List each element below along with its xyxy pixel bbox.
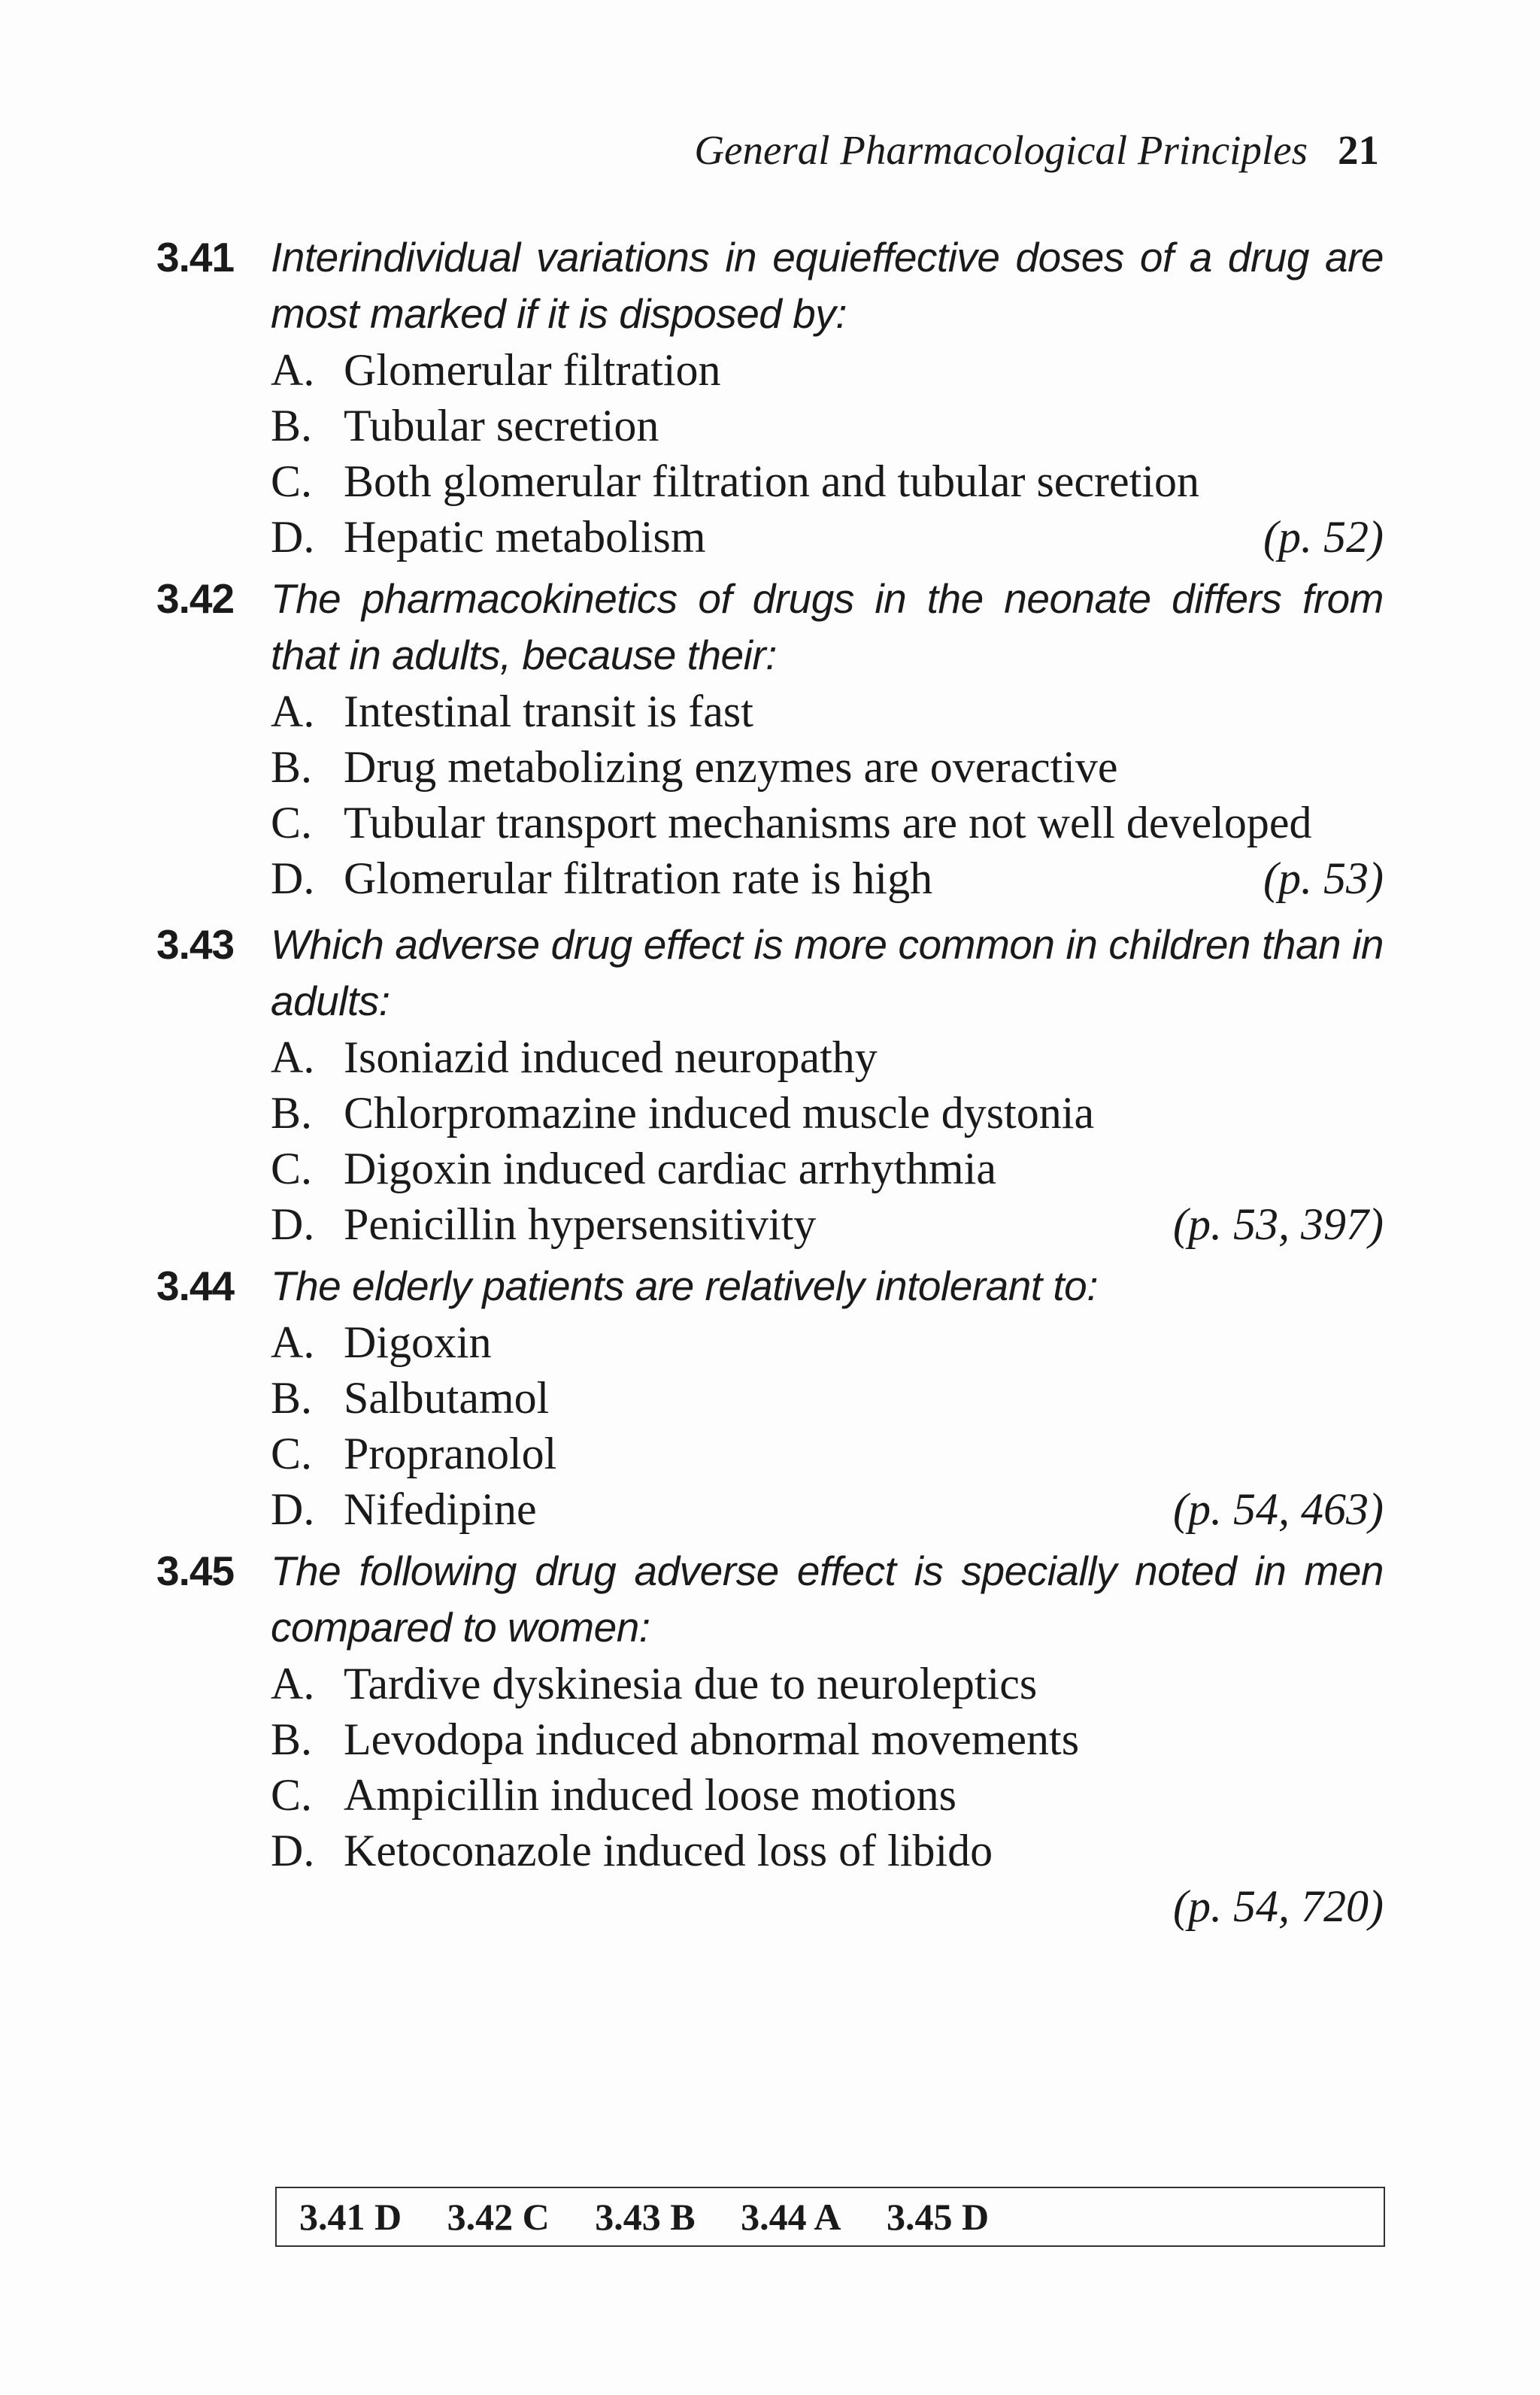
option-text: Both glomerular filtration and tubular secretion [344,456,1200,506]
question-3-44 [156,1258,1384,1537]
option-letter: C. [271,1144,313,1193]
option-letter: B. [271,742,313,792]
option-text: Drug metabolizing enzymes are overactive [344,742,1118,792]
option-text: Levodopa induced abnormal movements [344,1714,1080,1764]
option-text: Intestinal transit is fast [344,687,753,736]
option-text: Tubular secretion [344,401,659,450]
option-text: Isoniazid induced neuropathy [344,1032,878,1082]
option-letter: A. [271,687,315,736]
option-a [271,1029,1384,1085]
option-text: Chlorpromazine induced muscle dystonia [344,1088,1095,1138]
option-letter: D. [271,1484,315,1534]
option-text: Hepatic metabolism [344,512,706,562]
option-letter: A. [271,1659,315,1708]
option-text: Ketoconazole induced loss of libido [344,1826,993,1875]
option-b [271,739,1384,795]
page-reference: (p. 54, 463) [1173,1484,1384,1534]
page-reference: (p. 54, 720) [1173,1881,1384,1931]
question-number: 3.44 [156,1263,235,1309]
running-title: General Pharmacological Principles [694,127,1308,173]
option-d [271,1823,1384,1878]
option-text: Digoxin [344,1317,492,1367]
page-header [0,126,1379,174]
page-reference: (p. 53) [1263,853,1384,903]
option-c [271,795,1384,850]
question-stem: The following drug adverse effect is specially noted in men compared to women: [271,1548,1384,1651]
answer-key-item: 3.42 C [447,2196,550,2238]
option-c [271,1426,1384,1481]
option-letter: B. [271,1373,313,1423]
option-text: Salbutamol [344,1373,550,1423]
option-text: Nifedipine [344,1484,537,1534]
page-reference: (p. 52) [1263,512,1384,562]
option-c [271,1141,1384,1196]
answer-key-item: 3.41 D [299,2196,402,2238]
answer-key-item: 3.43 B [595,2196,696,2238]
option-text: Ampicillin induced loose motions [344,1770,956,1820]
option-c [271,453,1384,509]
option-letter: D. [271,853,315,903]
option-a [271,342,1384,398]
option-letter: A. [271,345,315,395]
option-text: Tardive dyskinesia due to neuroleptics [344,1659,1038,1708]
question-3-45 [156,1543,1384,1934]
option-letter: D. [271,1199,315,1249]
answer-key-box [275,2187,1385,2247]
option-letter: B. [271,401,313,450]
answer-key-item: 3.44 A [741,2196,841,2238]
question-stem: Interindividual variations in equieffective doses of a drug are most marked if it is disposed by: [271,234,1384,337]
option-a [271,1314,1384,1370]
option-text: Propranolol [344,1429,557,1478]
question-stem: Which adverse drug effect is more common in children than in adults: [271,921,1384,1024]
option-d [271,1481,1384,1537]
answer-key-item: 3.45 D [886,2196,990,2238]
question-3-41 [156,229,1384,565]
option-b [271,398,1384,453]
option-d [271,1196,1384,1252]
option-d [271,850,1384,906]
option-a [271,684,1384,739]
option-letter: B. [271,1088,313,1138]
option-text: Glomerular filtration [344,345,721,395]
question-list [156,229,1384,1940]
option-letter: C. [271,456,313,506]
option-text: Digoxin induced cardiac arrhythmia [344,1144,997,1193]
question-number: 3.43 [156,921,235,968]
option-letter: A. [271,1317,315,1367]
option-letter: C. [271,798,313,847]
option-letter: D. [271,1826,315,1875]
option-letter: C. [271,1770,313,1820]
option-letter: B. [271,1714,313,1764]
option-a [271,1656,1384,1711]
option-text: Penicillin hypersensitivity [344,1199,817,1249]
question-number: 3.45 [156,1548,235,1594]
option-b [271,1711,1384,1767]
option-text: Tubular transport mechanisms are not well developed [344,798,1312,847]
option-text: Glomerular filtration rate is high [344,853,933,903]
option-b [271,1370,1384,1426]
question-stem: The elderly patients are relatively intolerant to: [271,1263,1099,1309]
question-number: 3.41 [156,234,235,280]
question-number: 3.42 [156,575,235,622]
question-3-43 [156,917,1384,1252]
option-letter: A. [271,1032,315,1082]
option-letter: D. [271,512,315,562]
option-b [271,1085,1384,1141]
option-d [271,509,1384,565]
page-reference: (p. 53, 397) [1173,1199,1384,1249]
question-3-42 [156,571,1384,906]
option-letter: C. [271,1429,313,1478]
question-stem: The pharmacokinetics of drugs in the neonate differs from that in adults, because their: [271,575,1384,678]
option-c [271,1767,1384,1823]
page-number: 21 [1338,127,1379,173]
